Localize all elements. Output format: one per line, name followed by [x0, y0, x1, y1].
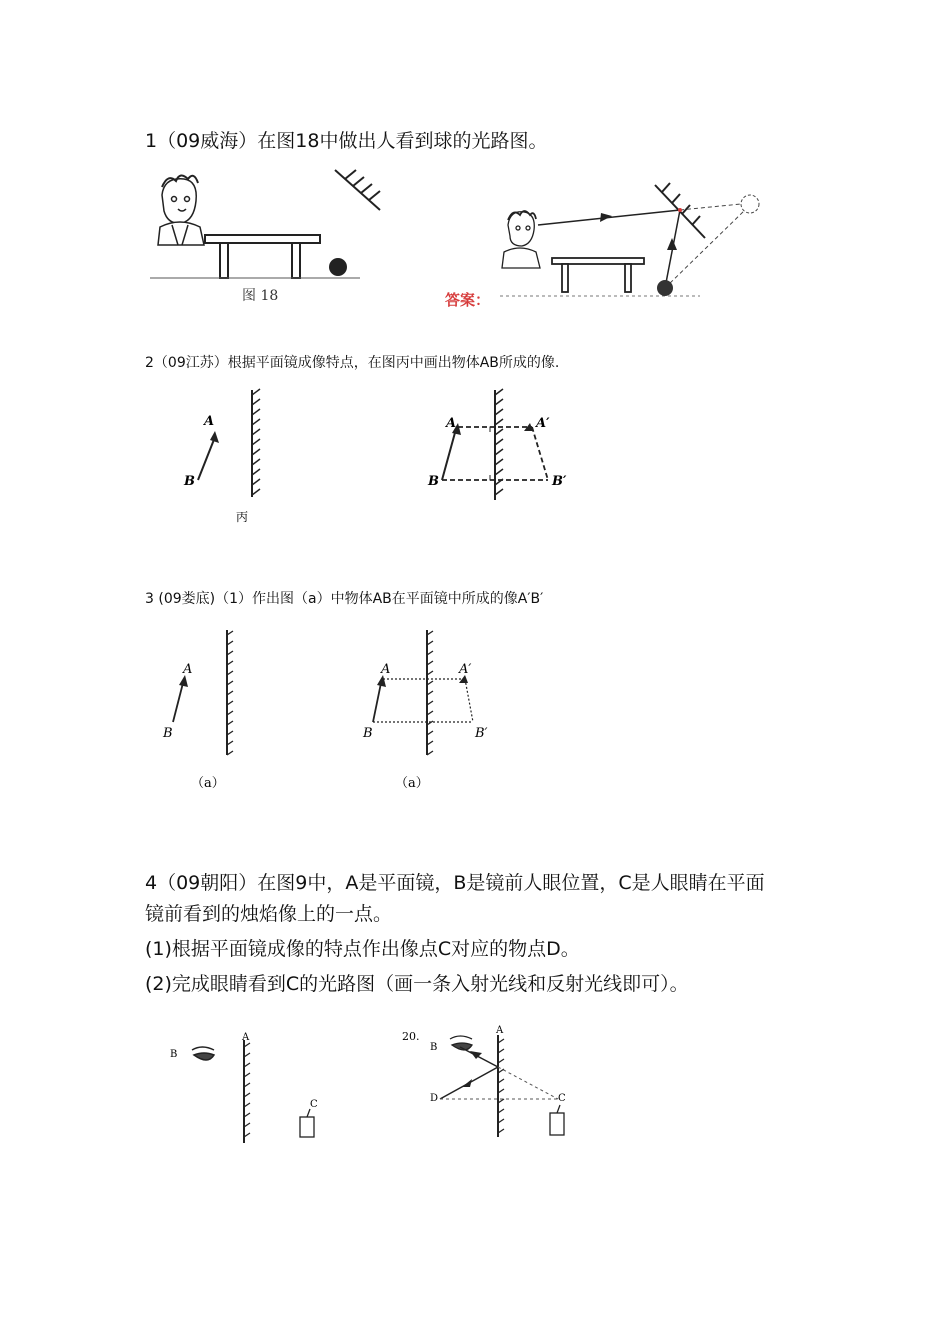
label-a: A [204, 414, 215, 429]
object-arrow-ab [173, 683, 183, 722]
label-b-prime: B′ [552, 474, 567, 489]
figure-2-answer [420, 385, 580, 510]
question-4-text [145, 868, 825, 1000]
label-a-prime: A′ [536, 416, 550, 431]
label-a: A [381, 662, 391, 677]
table-icon [205, 235, 320, 278]
candle-icon [300, 1109, 314, 1137]
label-b: B [363, 726, 373, 741]
mirror-icon [495, 389, 503, 500]
mirror-icon [335, 170, 380, 210]
figure-3-answer [355, 625, 505, 795]
mirror-icon [427, 630, 433, 755]
question-3-text: 3 (09娄底)（1）作出图（a）中物体AB在平面镜中所成的像A′B′ [145, 591, 544, 607]
object-arrow-ab [373, 683, 381, 722]
figure-2-question [160, 385, 280, 525]
reflection-point [678, 208, 682, 212]
figure-4-question [160, 1025, 360, 1150]
figure-1-question [150, 165, 390, 310]
person-icon [158, 175, 204, 245]
ball-icon [657, 280, 673, 296]
arrow-icon [667, 238, 677, 250]
table-icon [552, 258, 644, 292]
label-b: B [184, 474, 195, 489]
virtual-ball-image [741, 195, 759, 213]
label-b-prime: B′ [475, 726, 488, 741]
figure-3-caption: （a） [395, 776, 429, 791]
mirror-icon [252, 389, 260, 497]
mirror-icon [498, 1035, 504, 1137]
question-4-line-2: 镜前看到的烛焰像上的一点。 [145, 903, 393, 925]
label-a: A [446, 416, 457, 431]
figure-2-caption: 丙 [236, 510, 249, 524]
label-a: A [496, 1025, 504, 1036]
ball-icon [329, 258, 347, 276]
label-d: D [430, 1093, 439, 1104]
mirror-icon [227, 630, 233, 755]
object-arrow-ab [198, 437, 215, 480]
answer-label: 答案： [445, 291, 491, 309]
label-b: B [163, 726, 173, 741]
label-c: C [558, 1093, 566, 1104]
dashed-construction-lines [373, 679, 473, 722]
light-rays [440, 1047, 498, 1099]
label-a: A [183, 662, 193, 677]
label-b: B [430, 1042, 438, 1053]
question-1-text: 1（09威海）在图18中做出人看到球的光路图。 [145, 130, 548, 152]
question-2-text: 2（09江苏）根据平面镜成像特点，在图丙中画出物体AB所成的像. [145, 355, 560, 371]
figure-1-caption: 图 18 [242, 288, 279, 304]
label-b: B [170, 1049, 178, 1060]
figure-3-question [155, 625, 265, 795]
question-4-line-1: 4（09朝阳）在图9中，A是平面镜，B是镜前人眼位置，C是人眼睛在平面 [145, 872, 765, 894]
figure-4-answer [400, 1025, 600, 1150]
label-c: C [310, 1099, 318, 1110]
arrow-icon [462, 1079, 472, 1087]
candle-icon [550, 1105, 564, 1135]
figure-1-answer [440, 180, 780, 310]
label-b: B [428, 474, 439, 489]
mirror-icon [244, 1040, 250, 1143]
label-a-prime: A′ [459, 662, 472, 677]
question-4-line-3: (1)根据平面镜成像的特点作出像点C对应的物点D。 [145, 938, 580, 960]
object-arrow-ab [442, 429, 456, 480]
eye-icon [192, 1047, 214, 1060]
label-a: A [242, 1032, 250, 1043]
person-icon [502, 211, 540, 268]
figure-3-caption: （a） [191, 776, 225, 791]
question-4-line-4: (2)完成眼睛看到C的光路图（画一条入射光线和反射光线即可）。 [145, 973, 689, 995]
arrow-icon [210, 431, 219, 443]
figure-4-number: 20. [402, 1030, 420, 1043]
